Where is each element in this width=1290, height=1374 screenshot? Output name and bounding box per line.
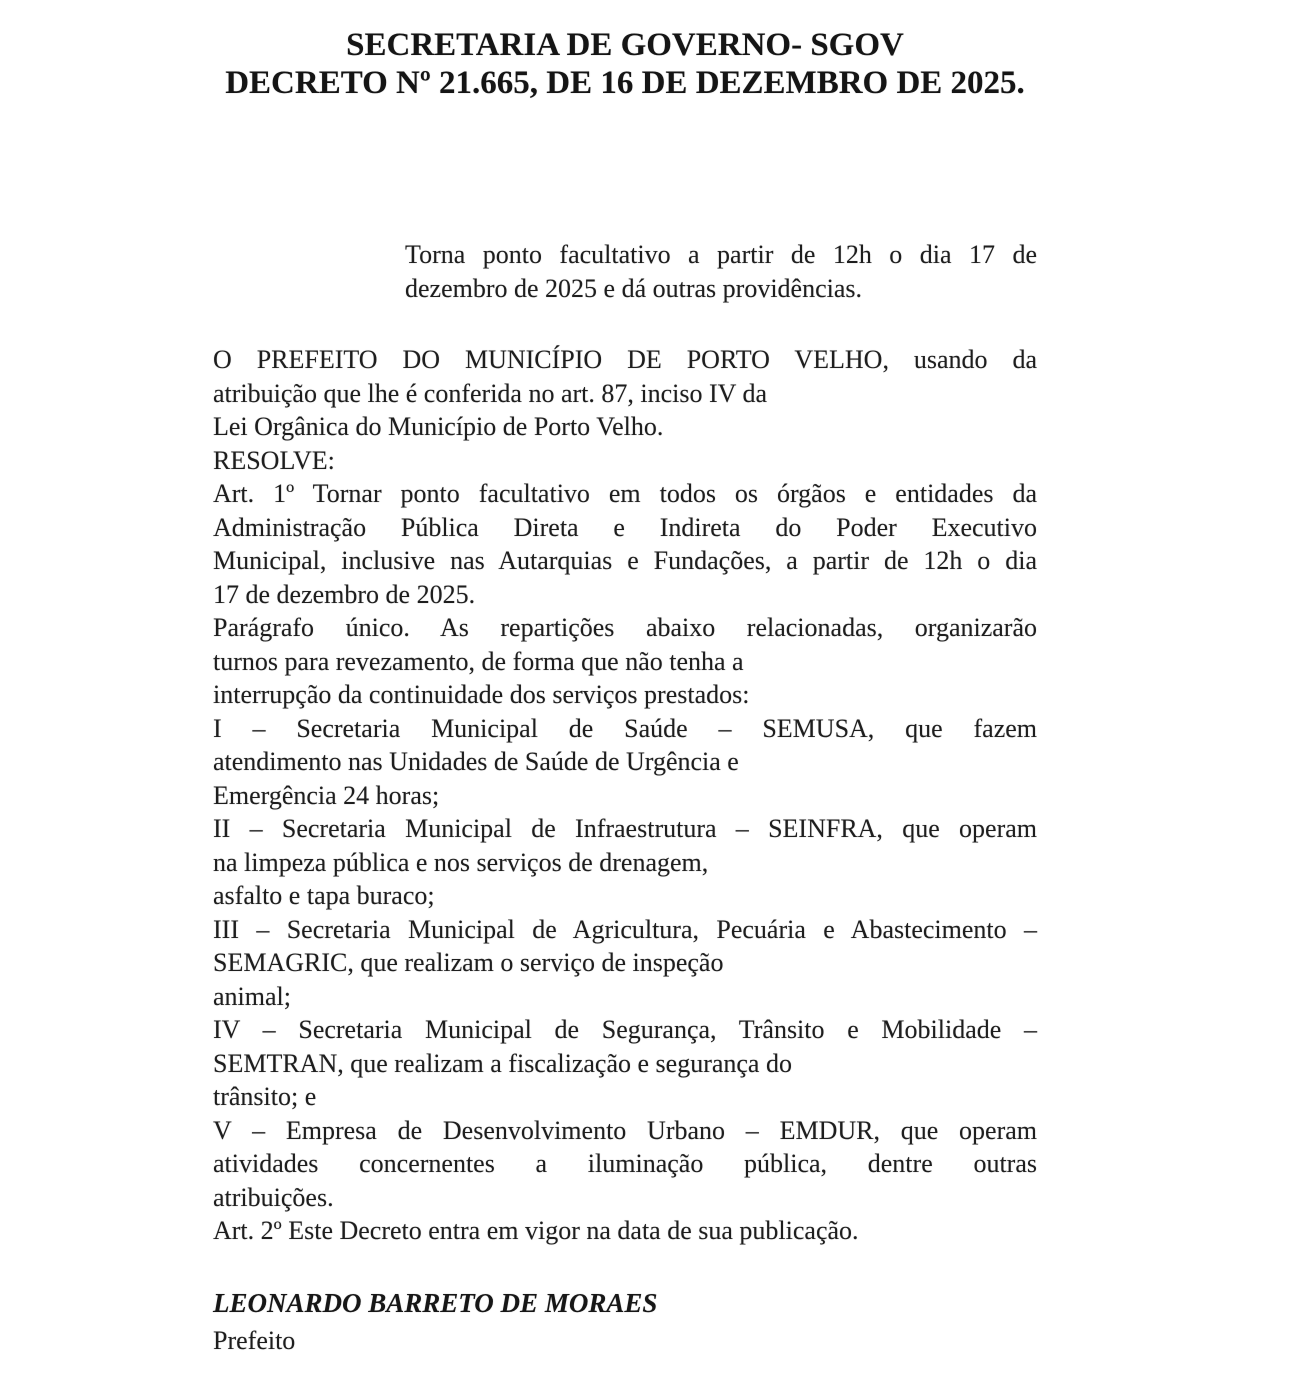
summary-line: Torna ponto facultativo a partir de 12h o dia 17 de (405, 240, 1037, 269)
body-line: SEMTRAN, que realizam a fiscalização e segurança do (213, 1048, 792, 1078)
body-line-item-2: II – Secretaria Municipal de Infraestrutura – SEINFRA, que operam (213, 814, 1037, 843)
body-line: SEMAGRIC, que realizam o serviço de inspeção (213, 948, 724, 977)
body-line-item-5: V – Empresa de Desenvolvimento Urbano – EMDUR, que operam (213, 1115, 1037, 1145)
body-line: atribuição que lhe é conferida no art. 87, inciso IV da (213, 378, 767, 408)
signer-title: Prefeito (213, 1325, 296, 1355)
body-line: Art. 2º Este Decreto entra em vigor na data de sua publicação. (213, 1216, 859, 1245)
body-line: 17 de dezembro de 2025. (213, 579, 476, 609)
body-line: trânsito; e (213, 1082, 317, 1111)
body-line: na limpeza pública e nos serviços de drenagem, (213, 847, 709, 877)
decree-body (213, 343, 1037, 1248)
body-line: atribuições. (213, 1182, 334, 1212)
body-line: Administração Pública Direta e Indireta do Poder Executivo (213, 512, 1037, 542)
summary-line: dezembro de 2025 e dá outras providências. (405, 273, 863, 303)
signer-name: LEONARDO BARRETO DE MORAES (213, 1287, 658, 1318)
header-decree-number: DECRETO Nº 21.665, DE 16 DE DEZEMBRO DE 2025. (225, 65, 1025, 101)
body-line: Lei Orgânica do Município de Porto Velho. (213, 412, 664, 441)
body-line: Emergência 24 horas; (213, 780, 440, 810)
body-line: O PREFEITO DO MUNICÍPIO DE PORTO VELHO, usando da (213, 345, 1037, 374)
body-line-item-3: III – Secretaria Municipal de Agricultura, Pecuária e Abastecimento – (213, 914, 1037, 944)
body-line: RESOLVE: (213, 445, 335, 475)
body-line: animal; (213, 981, 291, 1011)
body-line: Art. 1º Tornar ponto facultativo em todos os órgãos e entidades da (213, 479, 1037, 508)
body-line: asfalto e tapa buraco; (213, 881, 435, 910)
document-header (213, 26, 1037, 102)
body-line-item-1: I – Secretaria Municipal de Saúde – SEMUSA, que fazem (213, 713, 1037, 743)
body-line: Municipal, inclusive nas Autarquias e Fundações, a partir de 12h o dia (213, 546, 1037, 575)
body-line: Parágrafo único. As repartições abaixo relacionadas, organizarão (213, 613, 1037, 642)
header-secretariat-title: SECRETARIA DE GOVERNO- SGOV (346, 27, 904, 63)
decree-summary (405, 238, 1037, 305)
body-line: atividades concernentes a iluminação pública, dentre outras (213, 1149, 1037, 1178)
body-line: interrupção da continuidade dos serviços prestados: (213, 680, 750, 709)
body-line: turnos para revezamento, de forma que não tenha a (213, 646, 744, 676)
document-content (213, 0, 1037, 1359)
signature-block (213, 1285, 1037, 1359)
body-line-item-4: IV – Secretaria Municipal de Segurança, Trânsito e Mobilidade – (213, 1015, 1037, 1044)
body-line: atendimento nas Unidades de Saúde de Urgência e (213, 747, 739, 776)
